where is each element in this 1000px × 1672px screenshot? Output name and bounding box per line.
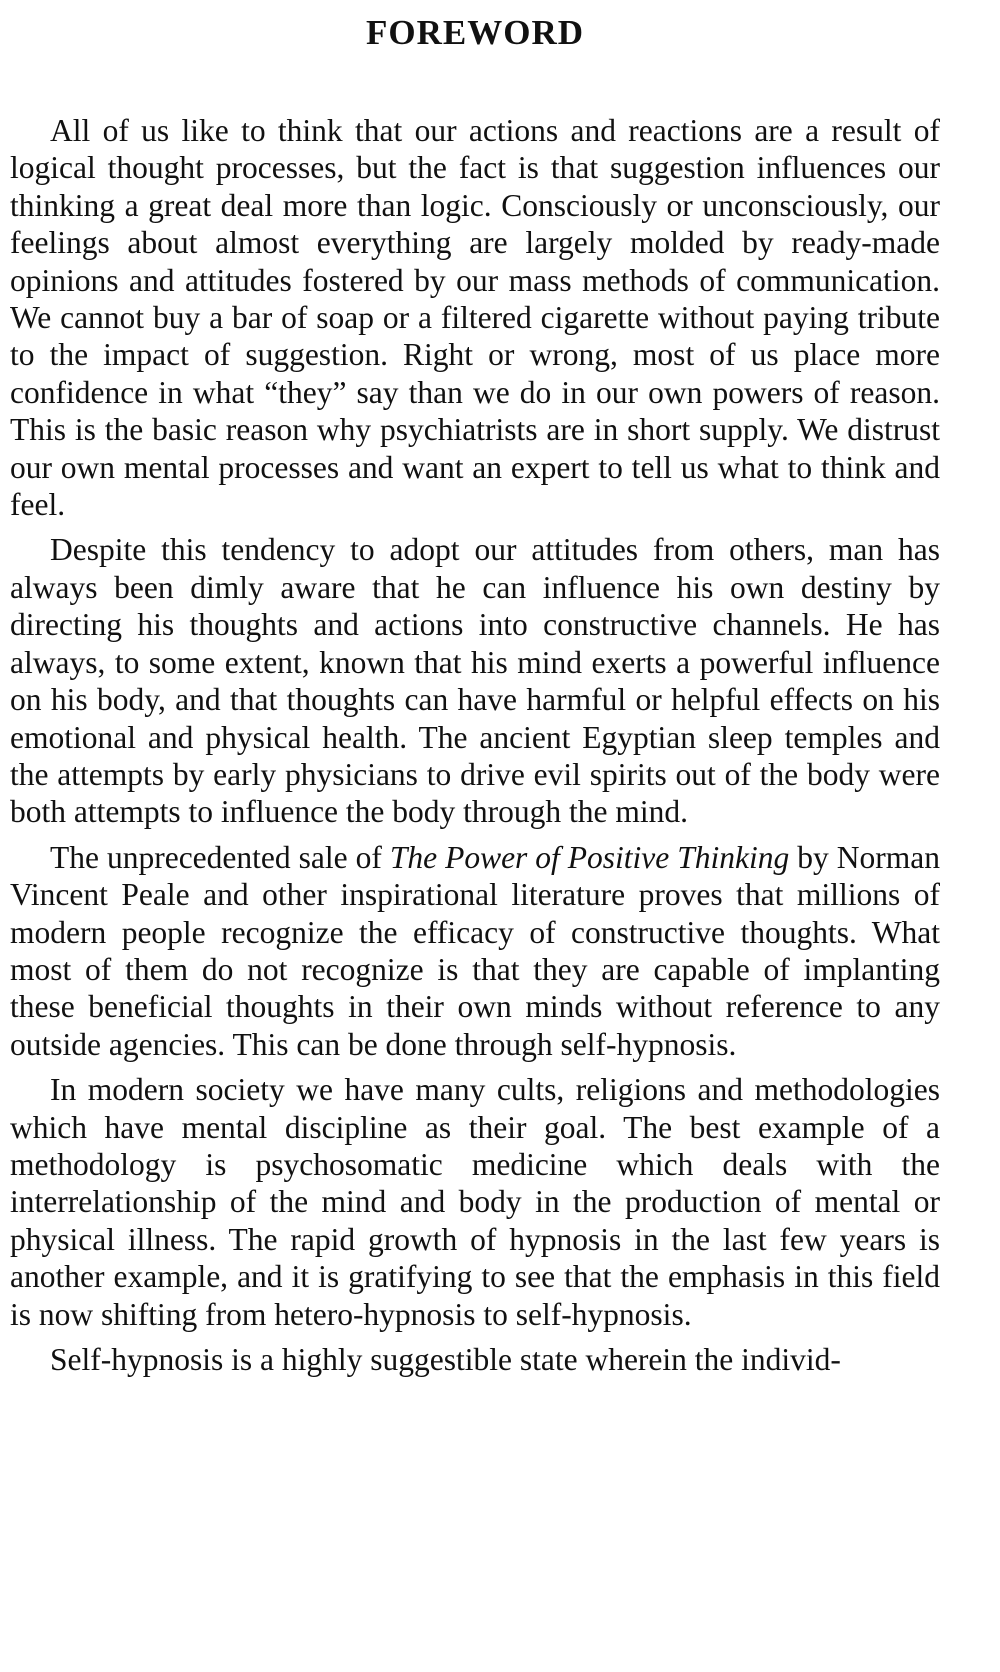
book-title: The Power of Positive Thinking — [389, 839, 790, 875]
paragraph-3-text-before: The unprecedented sale of — [50, 839, 390, 875]
paragraph-3-text-after: by Norman Vincent Peale and other inspirational literature proves that millions of modern people recognize the efficacy of constructive thoughts. What most of them do not recognize is that they are capable of implanting these beneficial thoughts in their own minds without reference to any outside agencies. This can be done through self-hypnosis. — [10, 839, 940, 1062]
paragraph-2: Despite this tendency to adopt our attitudes from others, man has always been dimly aware that he can influence his own destiny by directing his thoughts and actions into constructive channels. He has always, to some extent, known that his mind exerts a powerful influence on his body, and that thoughts can have harmful or helpful effects on his emotional and physical health. The ancient Egyptian sleep temples and the attempts by early physicians to drive evil spirits out of the body were both attempts to influence the body through the mind. — [10, 532, 940, 830]
paragraph-5: Self-hypnosis is a highly suggestible state wherein the individ- — [50, 1342, 841, 1377]
paragraph-4: In modern society we have many cults, religions and methodologies which have mental discipline as their goal. The best example of a methodology is psychosomatic medicine which deals with the interrelationship of the mind and body in the production of mental or physical illness. The rapid growth of hypnosis in the last few years is another example, and it is gratifying to see that the emphasis in this field is now shifting from hetero-hypnosis to self-hypnosis. — [10, 1072, 940, 1332]
paragraph-3 — [10, 839, 940, 1063]
foreword-body — [10, 112, 940, 1378]
page-title: FOREWORD — [366, 13, 584, 52]
document-page — [10, 0, 940, 1386]
paragraph-1: All of us like to think that our actions and reactions are a result of logical thought processes, but the fact is that suggestion influences our thinking a great deal more than logic. Consciously or unconsciously, our feelings about almost everything are largely molded by ready-made opinions and attitudes fostered by our mass methods of communication. We cannot buy a bar of soap or a filtered cigarette without paying tribute to the impact of suggestion. Right or wrong, most of us place more confidence in what “they” say than we do in our own powers of reason. This is the basic reason why psychiatrists are in short supply. We distrust our own mental processes and want an expert to tell us what to think and feel. — [10, 113, 940, 523]
